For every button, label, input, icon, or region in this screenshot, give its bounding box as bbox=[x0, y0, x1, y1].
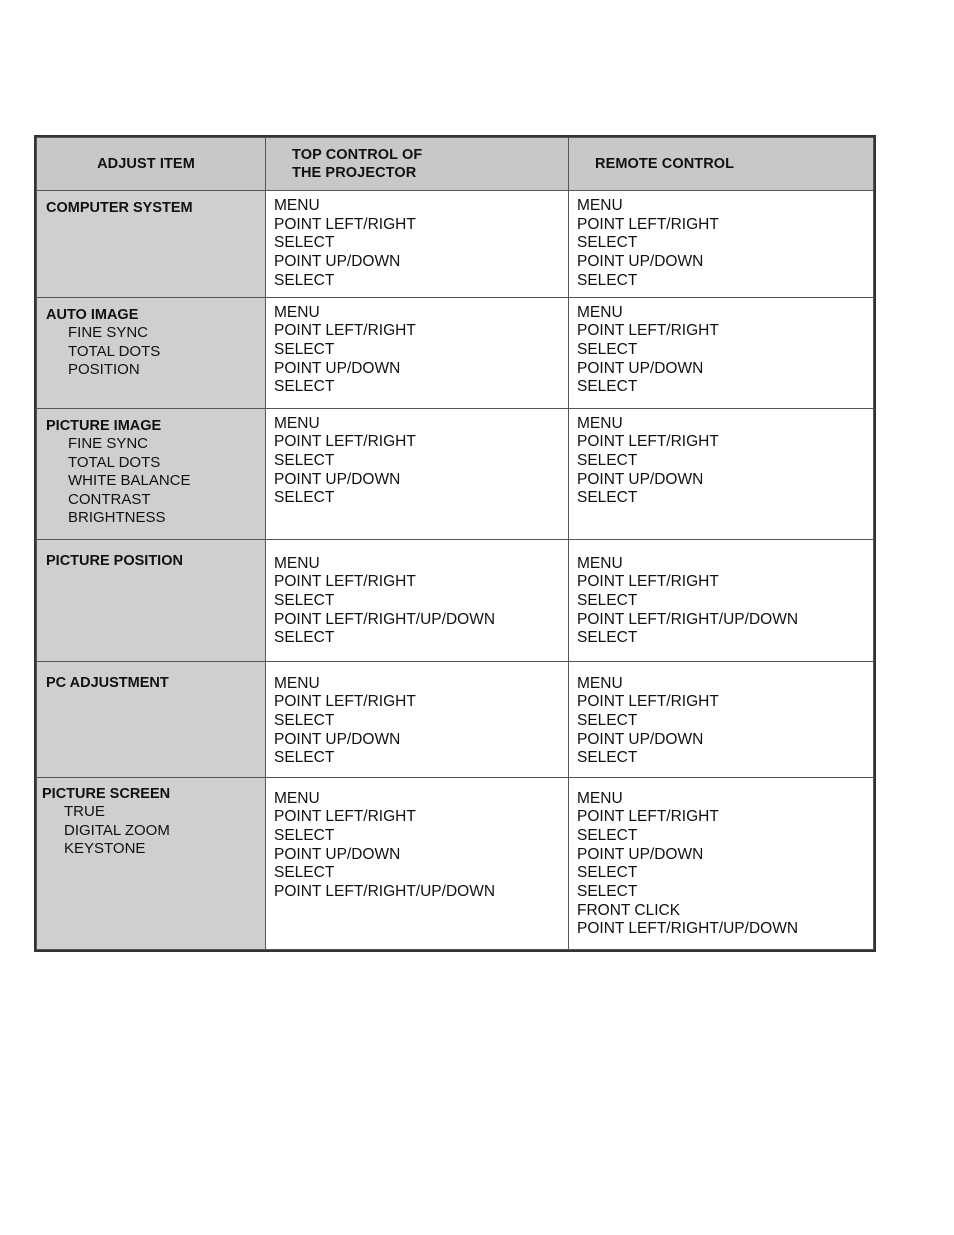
adjustment-table bbox=[36, 137, 874, 950]
adjust-sub-item: TOTAL DOTS bbox=[68, 453, 161, 471]
control-step: POINT LEFT/RIGHT/UP/DOWN bbox=[274, 610, 496, 628]
remote-control-cell bbox=[569, 408, 874, 539]
control-step: POINT LEFT/RIGHT bbox=[577, 322, 719, 340]
header-top-control bbox=[266, 138, 569, 191]
control-step: SELECT bbox=[577, 864, 638, 882]
control-step: POINT UP/DOWN bbox=[577, 845, 704, 863]
control-step: POINT LEFT/RIGHT bbox=[577, 808, 719, 826]
control-step: POINT LEFT/RIGHT bbox=[577, 215, 719, 233]
control-step: SELECT bbox=[577, 340, 638, 358]
table-row bbox=[37, 539, 874, 661]
top-control-cell bbox=[266, 191, 569, 298]
adjust-item-title: PICTURE POSITION bbox=[46, 552, 183, 569]
control-step: MENU bbox=[577, 554, 623, 572]
table-row bbox=[37, 661, 874, 777]
table-row bbox=[37, 297, 874, 408]
control-step: MENU bbox=[274, 303, 320, 321]
control-step: POINT UP/DOWN bbox=[274, 845, 401, 863]
control-step: SELECT bbox=[274, 340, 335, 358]
control-step: MENU bbox=[577, 674, 623, 692]
control-step: MENU bbox=[274, 554, 320, 572]
adjustment-table-container bbox=[34, 135, 876, 952]
control-step: FRONT CLICK bbox=[577, 901, 681, 919]
control-step: POINT LEFT/RIGHT/UP/DOWN bbox=[577, 610, 799, 628]
remote-control-cell bbox=[569, 777, 874, 949]
adjust-sub-item: CONTRAST bbox=[68, 490, 151, 508]
adjust-sub-item: TOTAL DOTS bbox=[68, 342, 161, 360]
control-step: SELECT bbox=[274, 271, 335, 289]
control-step: MENU bbox=[577, 197, 623, 214]
control-step: SELECT bbox=[274, 591, 335, 609]
control-step: MENU bbox=[274, 789, 320, 807]
control-step: SELECT bbox=[577, 826, 638, 844]
adjust-sub-item: DIGITAL ZOOM bbox=[64, 821, 170, 839]
top-control-cell bbox=[266, 777, 569, 949]
control-step: POINT UP/DOWN bbox=[577, 730, 704, 748]
control-step: SELECT bbox=[274, 864, 335, 882]
control-step: POINT UP/DOWN bbox=[577, 253, 704, 271]
adjust-sub-item: WHITE BALANCE bbox=[68, 472, 191, 490]
adjust-sub-item: KEYSTONE bbox=[64, 840, 146, 858]
control-step: MENU bbox=[577, 789, 623, 807]
control-step: SELECT bbox=[274, 629, 335, 647]
control-step: SELECT bbox=[577, 489, 638, 507]
table-row bbox=[37, 777, 874, 949]
control-step: SELECT bbox=[274, 378, 335, 396]
adjust-item-title: AUTO IMAGE bbox=[46, 306, 139, 323]
adjust-sub-item: BRIGHTNESS bbox=[68, 509, 166, 527]
adjust-sub-item: TRUE bbox=[64, 803, 105, 821]
control-step: SELECT bbox=[577, 234, 638, 252]
control-step: SELECT bbox=[274, 711, 335, 729]
control-step: SELECT bbox=[274, 826, 335, 844]
control-step: POINT UP/DOWN bbox=[274, 470, 401, 488]
control-step: SELECT bbox=[577, 711, 638, 729]
control-step: POINT LEFT/RIGHT bbox=[274, 808, 416, 826]
header-remote-control: REMOTE CONTROL bbox=[569, 138, 874, 191]
control-step: MENU bbox=[274, 414, 320, 432]
control-step: SELECT bbox=[577, 451, 638, 469]
control-step: POINT LEFT/RIGHT bbox=[274, 573, 416, 591]
control-step: SELECT bbox=[274, 489, 335, 507]
control-step: SELECT bbox=[577, 378, 638, 396]
adjust-item-cell bbox=[37, 539, 266, 661]
header-top-control-line1: TOP CONTROL OF bbox=[292, 147, 423, 163]
header-adjust-item: ADJUST ITEM bbox=[37, 138, 266, 191]
remote-control-cell bbox=[569, 191, 874, 298]
control-step: POINT LEFT/RIGHT bbox=[577, 573, 719, 591]
remote-control-cell bbox=[569, 539, 874, 661]
adjust-item-cell bbox=[37, 191, 266, 298]
table-row bbox=[37, 408, 874, 539]
adjust-item-title: PICTURE SCREEN bbox=[42, 785, 171, 802]
adjust-item-cell bbox=[37, 297, 266, 408]
control-step: POINT UP/DOWN bbox=[577, 470, 704, 488]
control-step: MENU bbox=[274, 197, 320, 214]
adjust-item-title: PC ADJUSTMENT bbox=[46, 674, 169, 691]
control-step: POINT LEFT/RIGHT bbox=[274, 693, 416, 711]
control-step: POINT LEFT/RIGHT bbox=[274, 322, 416, 340]
control-step: SELECT bbox=[577, 591, 638, 609]
header-row bbox=[37, 138, 874, 191]
top-control-cell bbox=[266, 539, 569, 661]
control-step: POINT LEFT/RIGHT bbox=[577, 693, 719, 711]
control-step: POINT LEFT/RIGHT bbox=[274, 215, 416, 233]
control-step: SELECT bbox=[577, 271, 638, 289]
header-top-control-line2: THE PROJECTOR bbox=[292, 165, 417, 181]
control-step: MENU bbox=[274, 674, 320, 692]
control-step: MENU bbox=[577, 303, 623, 321]
top-control-cell bbox=[266, 408, 569, 539]
adjust-item-title: COMPUTER SYSTEM bbox=[46, 200, 193, 216]
control-step: POINT UP/DOWN bbox=[274, 359, 401, 377]
control-step: SELECT bbox=[577, 629, 638, 647]
control-step: MENU bbox=[577, 414, 623, 432]
control-step: SELECT bbox=[274, 234, 335, 252]
adjust-sub-item: FINE SYNC bbox=[68, 435, 149, 453]
control-step: SELECT bbox=[274, 749, 335, 767]
control-step: POINT UP/DOWN bbox=[577, 359, 704, 377]
control-step: POINT LEFT/RIGHT bbox=[274, 433, 416, 451]
table-body bbox=[37, 191, 874, 950]
adjust-item-cell bbox=[37, 661, 266, 777]
control-step: POINT UP/DOWN bbox=[274, 730, 401, 748]
control-step: POINT LEFT/RIGHT/UP/DOWN bbox=[577, 920, 799, 938]
adjust-item-cell bbox=[37, 408, 266, 539]
remote-control-cell bbox=[569, 297, 874, 408]
control-step: SELECT bbox=[274, 451, 335, 469]
adjust-sub-item: FINE SYNC bbox=[68, 324, 149, 342]
control-step: POINT UP/DOWN bbox=[274, 253, 401, 271]
adjust-item-title: PICTURE IMAGE bbox=[46, 417, 162, 434]
control-step: POINT LEFT/RIGHT bbox=[577, 433, 719, 451]
table-row bbox=[37, 191, 874, 298]
adjust-sub-item: POSITION bbox=[68, 361, 140, 379]
top-control-cell bbox=[266, 661, 569, 777]
control-step: SELECT bbox=[577, 883, 638, 901]
adjust-item-cell bbox=[37, 777, 266, 949]
control-step: SELECT bbox=[577, 749, 638, 767]
control-step: POINT LEFT/RIGHT/UP/DOWN bbox=[274, 883, 496, 901]
top-control-cell bbox=[266, 297, 569, 408]
remote-control-cell bbox=[569, 661, 874, 777]
